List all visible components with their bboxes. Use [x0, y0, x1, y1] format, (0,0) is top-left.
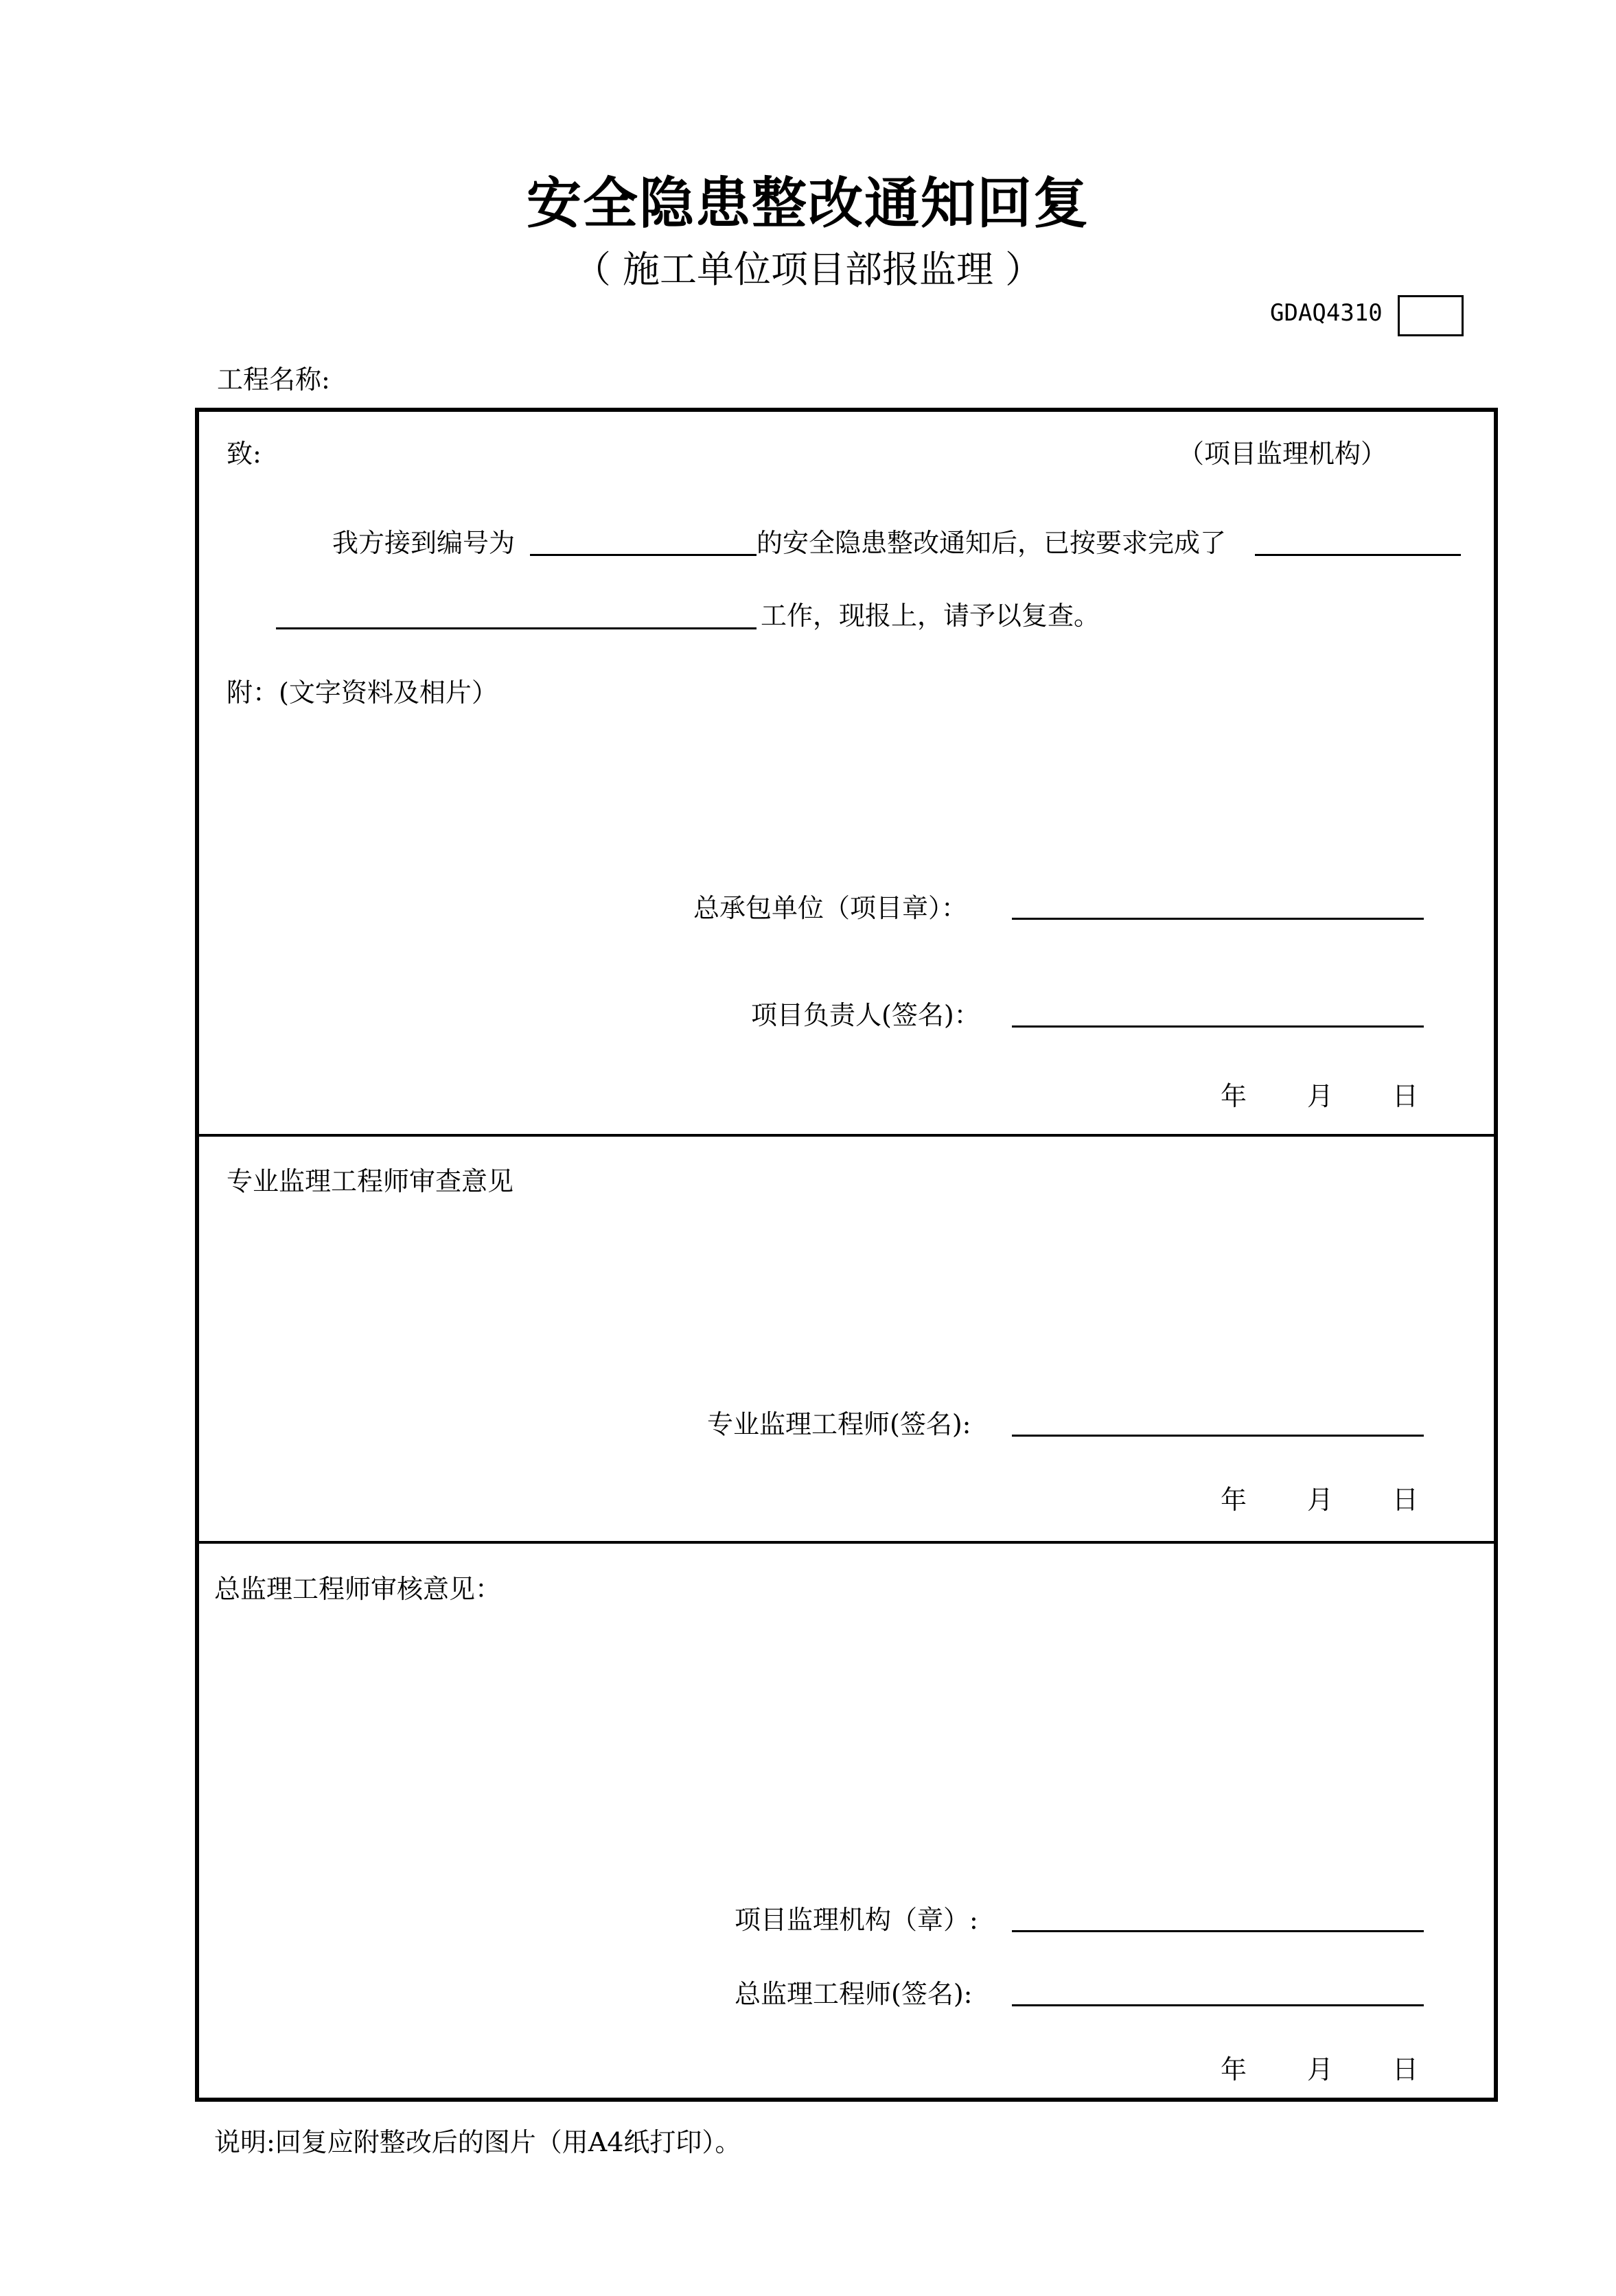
specialist-engineer-label: 专业监理工程师(签名):	[707, 1409, 971, 1439]
notice-number-field[interactable]	[530, 554, 757, 556]
attachment-label: 附：(文字资料及相片）	[227, 677, 498, 708]
section-divider-2	[195, 1541, 1498, 1544]
date-day: 日	[1392, 1485, 1419, 1515]
project-name-label: 工程名称:	[217, 364, 330, 395]
footnote: 说明:回复应附整改后的图片（用A4纸打印）。	[214, 2127, 741, 2157]
page-subtitle: （ 施工单位项目部报监理 ）	[573, 248, 1043, 291]
notice-text-1b: 的安全隐患整改通知后，已按要求完成了	[757, 528, 1227, 558]
project-manager-signature-field[interactable]	[1012, 1025, 1424, 1028]
supervision-org-seal-label: 项目监理机构（章）:	[735, 1905, 978, 1935]
date-year: 年	[1221, 2054, 1247, 2085]
contractor-seal-field[interactable]	[1012, 918, 1424, 920]
date-day: 日	[1392, 1081, 1419, 1111]
chief-engineer-label: 总监理工程师(签名):	[735, 1979, 973, 2009]
contractor-seal-label: 总承包单位（项目章）：	[693, 893, 968, 923]
specialist-engineer-signature-field[interactable]	[1012, 1435, 1424, 1437]
date-month: 月	[1307, 2054, 1334, 2085]
form-frame	[195, 408, 1498, 2102]
notice-text-1a: 我方接到编号为	[332, 528, 516, 558]
page-title: 安全隐患整改通知回复	[527, 172, 1089, 235]
notice-text-2: 工作，现报上，请予以复查。	[761, 601, 1100, 631]
chief-engineer-signature-field[interactable]	[1012, 2004, 1424, 2006]
project-manager-label: 项目负责人(签名)：	[751, 1000, 980, 1030]
completed-work-field-2[interactable]	[276, 627, 757, 629]
date-month: 月	[1307, 1081, 1334, 1111]
completed-work-field-1[interactable]	[1255, 554, 1461, 556]
supervision-org-seal-field[interactable]	[1012, 1930, 1424, 1932]
date-year: 年	[1221, 1485, 1247, 1515]
section-divider-1	[195, 1134, 1498, 1137]
date-year: 年	[1221, 1081, 1247, 1111]
date-day: 日	[1392, 2054, 1419, 2085]
to-label: 致:	[227, 439, 262, 469]
date-month: 月	[1307, 1485, 1334, 1515]
supervision-org-label: （项目监理机构）	[1178, 439, 1387, 469]
form-code: GDAQ4310	[1270, 299, 1383, 327]
form-code-box[interactable]	[1398, 295, 1464, 336]
specialist-review-heading: 专业监理工程师审查意见	[227, 1166, 514, 1196]
chief-review-heading: 总监理工程师审核意见：	[214, 1574, 502, 1604]
